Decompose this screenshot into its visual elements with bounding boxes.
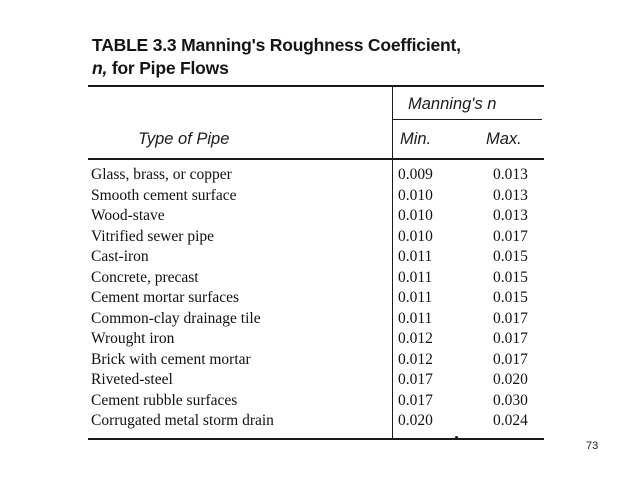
manning-min-value: 0.012 (398, 330, 433, 347)
manning-min-value: 0.017 (398, 391, 433, 409)
pipe-type: Riveted-steel (91, 371, 173, 388)
manning-min-value: 0.010 (398, 207, 433, 224)
manning-max-value: 0.020 (493, 371, 528, 388)
pipe-type: Glass, brass, or copper (91, 166, 232, 183)
table-row (91, 309, 541, 330)
manning-min-value: 0.009 (398, 166, 433, 183)
column-header-type: Type of Pipe (138, 130, 230, 148)
manning-min-value: 0.011 (398, 309, 433, 327)
manning-max-value: 0.017 (493, 227, 528, 245)
manning-max-value: 0.013 (493, 207, 528, 224)
table-title-line1: TABLE 3.3 Manning's Roughness Coefficient, (92, 35, 461, 55)
manning-max-value: 0.030 (493, 391, 528, 409)
table-body (91, 165, 541, 432)
table-row (91, 227, 541, 248)
manning-min-value: 0.020 (398, 412, 433, 429)
manning-max-value: 0.013 (493, 166, 528, 183)
manning-min-value: 0.011 (398, 248, 433, 265)
pipe-type: Cast-iron (91, 248, 149, 265)
manning-max-value: 0.013 (493, 186, 528, 204)
manning-min-value: 0.010 (398, 186, 433, 204)
pipe-type: Wood-stave (91, 207, 165, 224)
pipe-type: Cement rubble surfaces (91, 391, 238, 409)
table-row (91, 391, 541, 412)
pipe-type: Vitrified sewer pipe (91, 227, 215, 245)
group-header-rule (392, 119, 542, 120)
page-number: 73 (586, 440, 599, 452)
pipe-type: Wrought iron (91, 330, 175, 347)
table-bottom-rule (88, 438, 544, 440)
header-bottom-rule (88, 158, 544, 160)
pipe-type: Cement mortar surfaces (91, 289, 240, 306)
table-row (91, 288, 541, 309)
title-line2-rest: for Pipe Flows (107, 58, 229, 78)
table-row (91, 165, 541, 186)
title-variable-n: n, (92, 58, 108, 78)
manning-min-value: 0.011 (398, 289, 433, 306)
table-row (91, 329, 541, 350)
pipe-type: Smooth cement surface (91, 186, 237, 204)
column-header-min: Min. (400, 130, 432, 148)
table-row (91, 206, 541, 227)
column-header-max: Max. (486, 130, 522, 148)
pipe-type: Corrugated metal storm drain (91, 412, 274, 429)
table-row (91, 268, 541, 289)
manning-min-value: 0.012 (398, 350, 433, 368)
stray-mark (455, 436, 458, 439)
manning-min-value: 0.017 (398, 371, 433, 388)
table-row (91, 350, 541, 371)
table-row (91, 370, 541, 391)
pipe-type: Common-clay drainage tile (91, 309, 261, 327)
manning-max-value: 0.024 (493, 412, 528, 429)
table-title-line2 (92, 57, 552, 80)
manning-min-value: 0.011 (398, 268, 433, 286)
pipe-type: Concrete, precast (91, 268, 199, 286)
group-header-mannings-n: Manning's n (408, 95, 497, 113)
manning-max-value: 0.015 (493, 268, 528, 286)
manning-max-value: 0.017 (493, 330, 528, 347)
manning-max-value: 0.015 (493, 248, 528, 265)
pipe-type: Brick with cement mortar (91, 350, 251, 368)
table-title (92, 34, 552, 80)
table-row (91, 186, 541, 207)
table-row (91, 411, 541, 432)
manning-max-value: 0.017 (493, 309, 528, 327)
manning-min-value: 0.010 (398, 227, 433, 245)
manning-max-value: 0.015 (493, 289, 528, 306)
table-top-rule (88, 85, 544, 87)
manning-max-value: 0.017 (493, 350, 528, 368)
table-row (91, 247, 541, 268)
